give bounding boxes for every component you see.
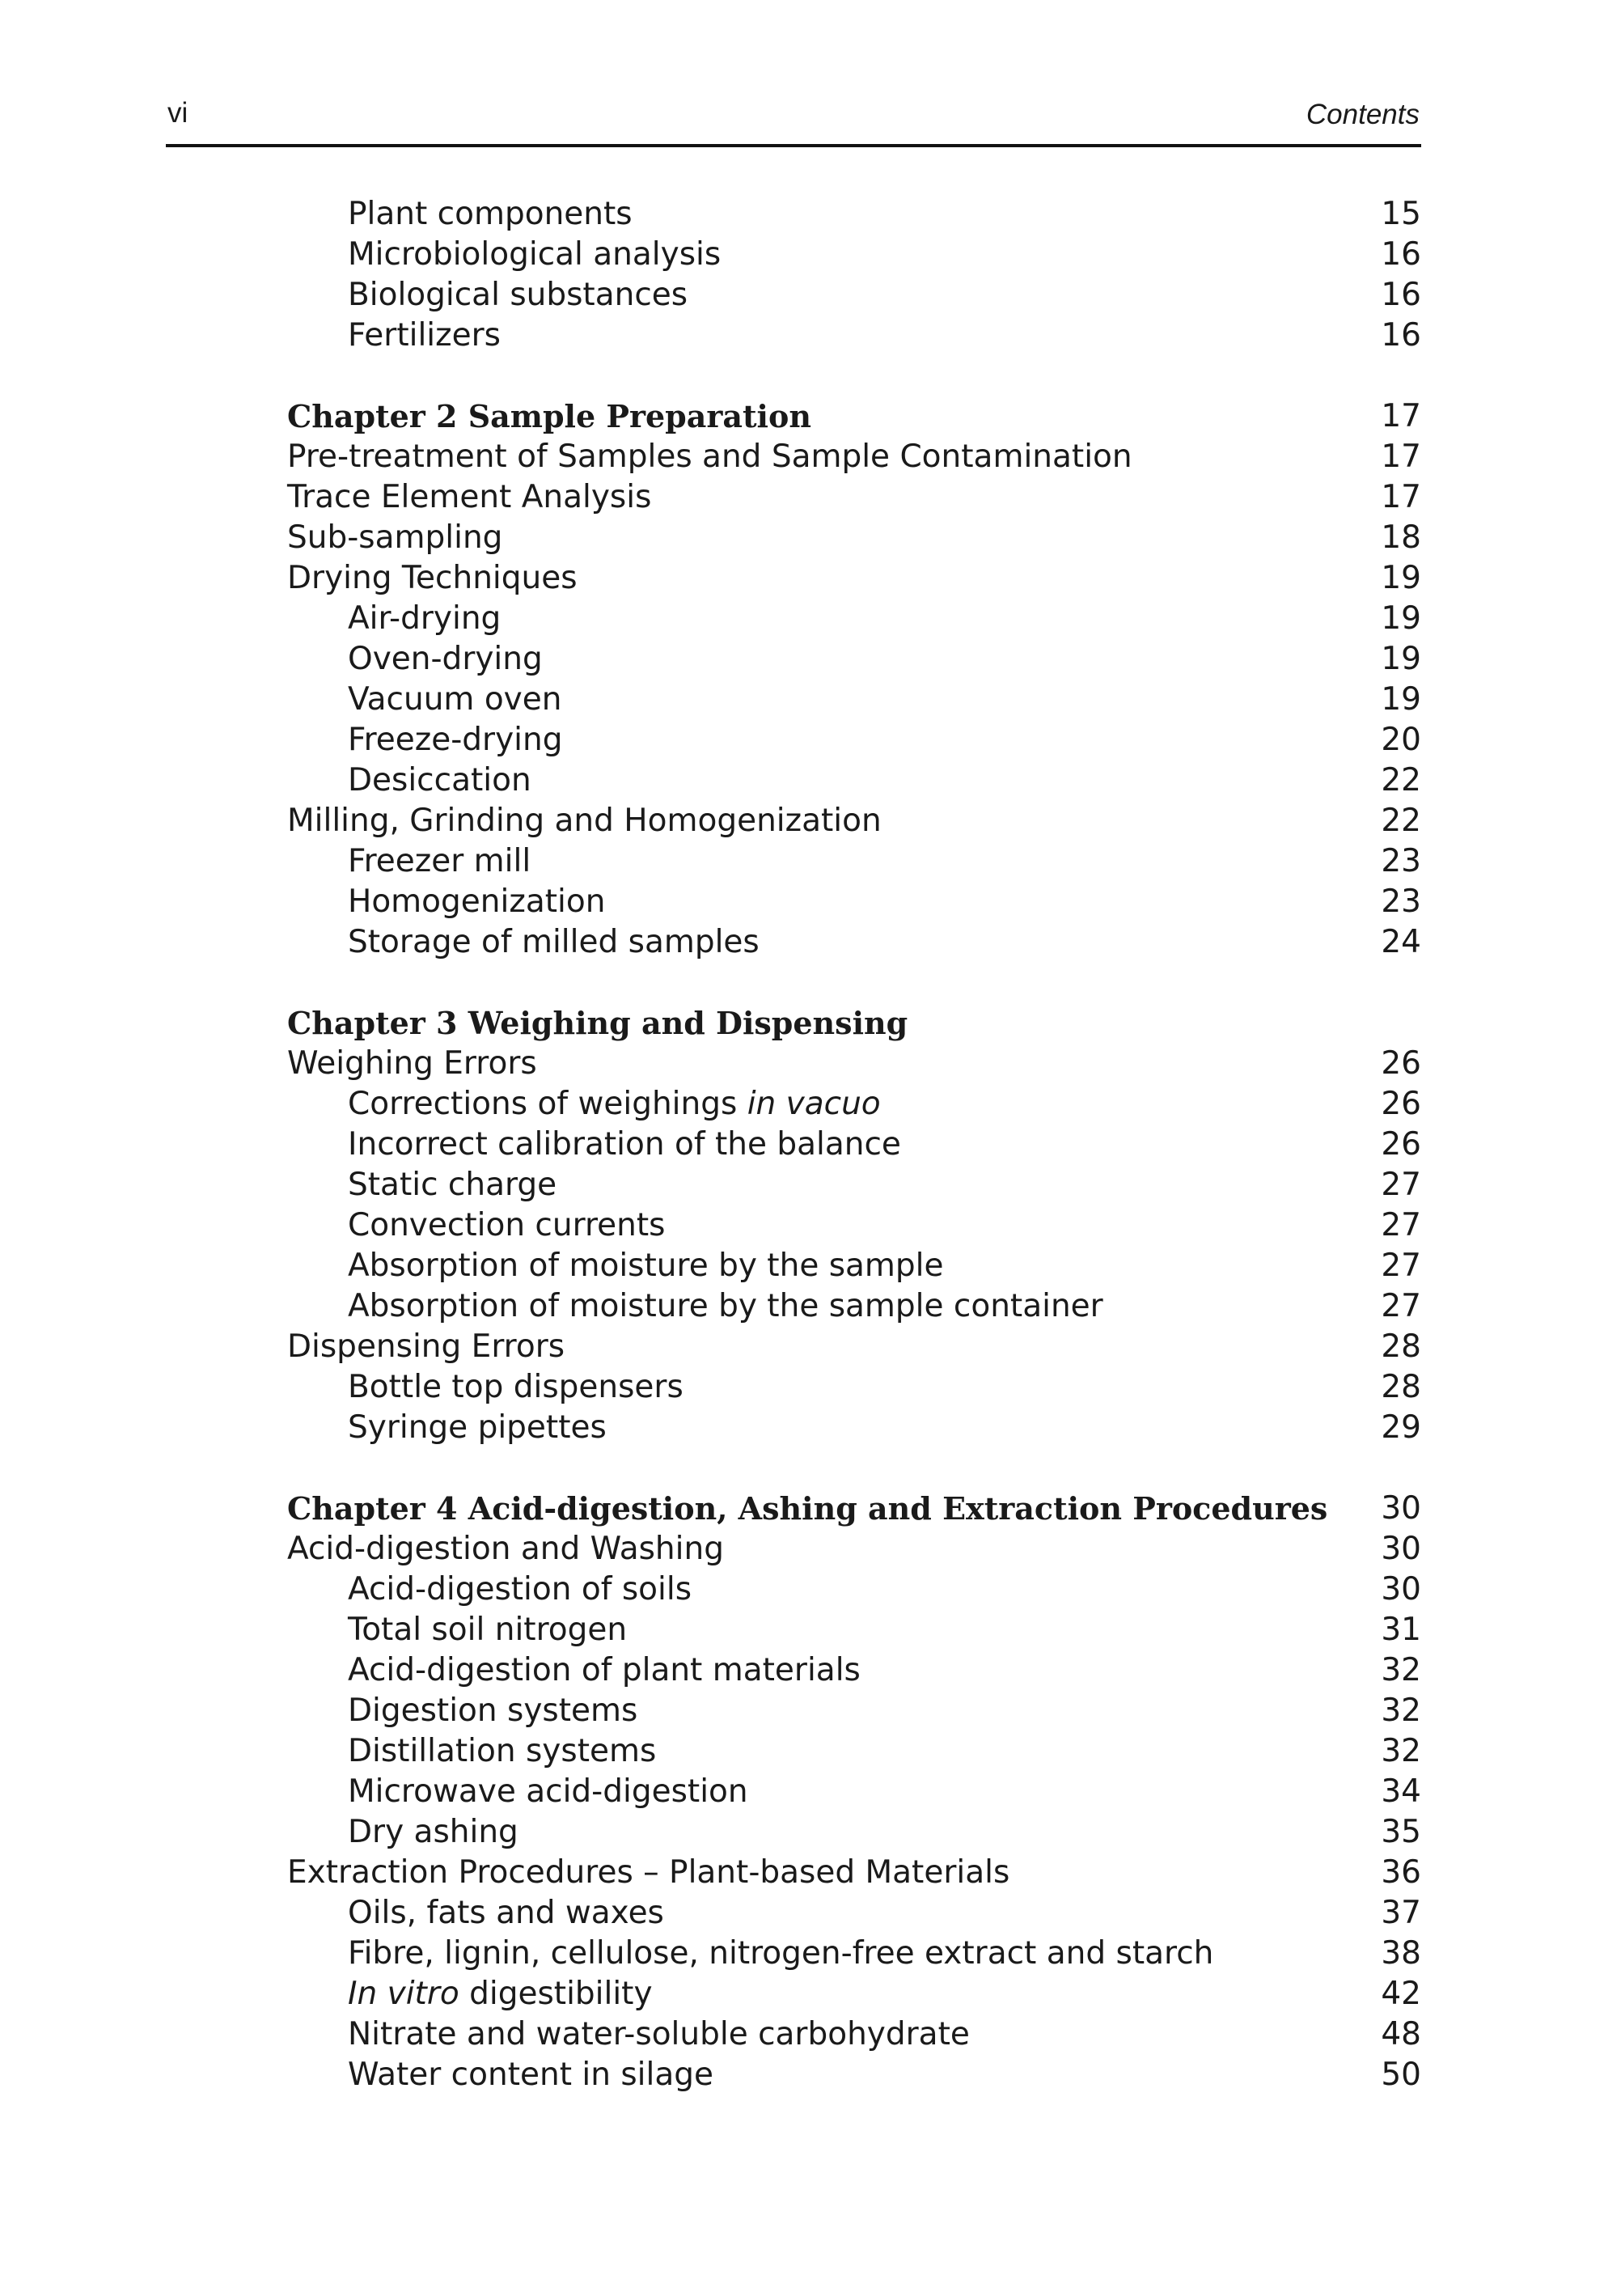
toc-subsection-entry [287, 922, 1421, 963]
toc-entry-title [348, 1207, 665, 1243]
toc-spacer [287, 963, 1421, 1003]
toc-subsection-entry [287, 1408, 1421, 1448]
toc-page-number: 19 [1381, 641, 1421, 677]
toc-page-number: 30 [1381, 1531, 1421, 1567]
toc-entry-title-text: Weighing Errors [287, 1045, 537, 1082]
toc-entry-title [348, 317, 501, 354]
toc-subsection-entry [287, 1125, 1421, 1165]
toc-subsection-entry [287, 760, 1421, 801]
toc-subsection-entry [287, 720, 1421, 760]
toc-entry-title-text: Plant components [348, 196, 633, 232]
toc-page-number: 38 [1381, 1935, 1421, 1972]
toc-entry-title-text: Chapter 2 Sample Preparation [287, 398, 811, 434]
toc-entry-title-text: Drying Techniques [287, 560, 578, 596]
toc-page-number: 29 [1381, 1409, 1421, 1446]
toc-entry-title-text: Convection currents [348, 1207, 666, 1243]
toc-entry-title [348, 1733, 656, 1769]
toc-page-number: 50 [1381, 2057, 1421, 2093]
toc-page-number: 24 [1381, 924, 1421, 960]
toc-subsection-entry [287, 680, 1421, 720]
toc-section-entry [287, 801, 1421, 841]
toc-entry-title-text: Bottle top dispensers [348, 1369, 683, 1405]
toc-entry-title [287, 438, 1132, 475]
toc-entry-title-text: Vacuum oven [348, 681, 562, 718]
toc-subsection-entry [287, 1691, 1421, 1731]
toc-page-number: 34 [1381, 1773, 1421, 1810]
toc-entry-title [348, 2016, 970, 2052]
toc-entry-title-text: Trace Element Analysis [287, 479, 652, 515]
toc-entry-title [348, 1369, 683, 1405]
toc-entry-title [348, 1248, 944, 1284]
toc-entry-title-text: Corrections of weighings [348, 1086, 747, 1122]
toc-entry-title-text: Absorption of moisture by the sample [348, 1248, 944, 1284]
toc-section-entry [287, 558, 1421, 599]
toc-entry-title-text: Air-drying [348, 600, 502, 637]
toc-page-number: 26 [1381, 1126, 1421, 1163]
toc-page-number: 30 [1381, 1571, 1421, 1608]
toc-subsection-entry [287, 1205, 1421, 1246]
toc-entry-title-text: Absorption of moisture by the sample container [348, 1288, 1103, 1324]
toc-subsection-entry [287, 316, 1421, 356]
toc-page-number: 19 [1381, 600, 1421, 637]
toc-page-number: 22 [1381, 803, 1421, 839]
table-of-contents [287, 194, 1421, 2095]
toc-page-number: 16 [1381, 317, 1421, 354]
toc-entry-title [348, 236, 721, 273]
toc-subsection-entry [287, 1772, 1421, 1812]
toc-page-number: 23 [1381, 843, 1421, 879]
toc-page-number: 27 [1381, 1167, 1421, 1203]
toc-entry-title [348, 1814, 518, 1850]
toc-subsection-entry [287, 1731, 1421, 1772]
toc-page-number: 26 [1381, 1086, 1421, 1122]
toc-section-entry [287, 1853, 1421, 1893]
toc-entry-title [348, 1571, 692, 1608]
toc-entry-title [348, 1167, 557, 1203]
toc-entry-title [287, 398, 811, 434]
toc-entry-title [348, 722, 562, 758]
toc-page-number: 26 [1381, 1045, 1421, 1082]
toc-entry-title-text: Digestion systems [348, 1692, 638, 1729]
toc-page-number: 27 [1381, 1207, 1421, 1243]
toc-entry-title [348, 277, 688, 313]
toc-entry-title-text: Microbiological analysis [348, 236, 722, 273]
toc-entry-title-text: Sub-sampling [287, 519, 503, 556]
toc-page-number: 48 [1381, 2016, 1421, 2052]
toc-entry-title [287, 1854, 1009, 1891]
toc-page-number: 20 [1381, 722, 1421, 758]
toc-entry-title [348, 641, 543, 677]
toc-section-entry [287, 1327, 1421, 1367]
toc-subsection-entry [287, 1367, 1421, 1408]
toc-page-number: 16 [1381, 236, 1421, 273]
toc-entry-title-text: Milling, Grinding and Homogenization [287, 803, 882, 839]
toc-subsection-entry [287, 1569, 1421, 1610]
toc-entry-title-text: Static charge [348, 1167, 557, 1203]
toc-page-number: 35 [1381, 1814, 1421, 1850]
toc-entry-title [287, 560, 578, 596]
toc-entry-title-text: Water content in silage [348, 2057, 713, 2093]
toc-entry-title-text: Homogenization [348, 883, 606, 920]
toc-chapter-heading [287, 1489, 1421, 1529]
toc-entry-title [348, 1409, 607, 1446]
running-header [166, 95, 1421, 147]
toc-page-number: 32 [1381, 1692, 1421, 1729]
toc-subsection-entry [287, 1286, 1421, 1327]
toc-entry-title-text: Fertilizers [348, 317, 501, 354]
toc-entry-title-text: digestibility [459, 1976, 653, 2012]
toc-subsection-entry [287, 235, 1421, 275]
toc-page-number: 36 [1381, 1854, 1421, 1891]
toc-page-number: 28 [1381, 1369, 1421, 1405]
toc-subsection-entry [287, 1165, 1421, 1205]
toc-entry-title-text: Microwave acid-digestion [348, 1773, 748, 1810]
toc-entry-title [348, 196, 633, 232]
toc-page-number: 19 [1381, 681, 1421, 718]
running-title: Contents [1306, 99, 1420, 130]
toc-entry-title-text: Acid-digestion of plant materials [348, 1652, 861, 1688]
toc-entry-title-text: Acid-digestion of soils [348, 1571, 692, 1608]
toc-entry-title [348, 1288, 1103, 1324]
toc-entry-title-text: Nitrate and water-soluble carbohydrate [348, 2016, 970, 2052]
toc-entry-title-italic: in vacuo [747, 1086, 881, 1122]
toc-page-number: 31 [1381, 1612, 1421, 1648]
toc-entry-title-text: Dry ashing [348, 1814, 518, 1850]
toc-entry-title-text: Fibre, lignin, cellulose, nitrogen-free extract and starch [348, 1935, 1214, 1972]
toc-page-number: 17 [1381, 438, 1421, 475]
toc-subsection-entry [287, 1650, 1421, 1691]
toc-subsection-entry [287, 194, 1421, 235]
toc-entry-title [287, 1490, 1327, 1527]
toc-entry-title-text: Pre-treatment of Samples and Sample Contamination [287, 438, 1132, 475]
toc-page-number: 42 [1381, 1976, 1421, 2012]
toc-spacer [287, 356, 1421, 396]
toc-subsection-entry [287, 1893, 1421, 1934]
toc-section-entry [287, 1529, 1421, 1569]
toc-subsection-entry [287, 1246, 1421, 1286]
toc-chapter-heading [287, 1003, 1421, 1044]
toc-page-number: 23 [1381, 883, 1421, 920]
toc-entry-title [287, 1531, 724, 1567]
toc-entry-title [348, 1086, 881, 1122]
toc-entry-title [348, 1895, 664, 1931]
toc-entry-title-text: Incorrect calibration of the balance [348, 1126, 901, 1163]
toc-subsection-entry [287, 599, 1421, 639]
toc-entry-title-text: Storage of milled samples [348, 924, 760, 960]
toc-entry-title-italic: In vitro [348, 1976, 459, 2012]
toc-page-number: 32 [1381, 1652, 1421, 1688]
toc-entry-title [348, 1126, 901, 1163]
toc-entry-title-text: Freeze-drying [348, 722, 563, 758]
toc-subsection-entry [287, 882, 1421, 922]
toc-entry-title [348, 762, 531, 799]
toc-subsection-entry [287, 1084, 1421, 1125]
toc-entry-title [348, 681, 561, 718]
toc-entry-title [348, 843, 531, 879]
toc-chapter-heading [287, 396, 1421, 437]
toc-entry-title [287, 1045, 537, 1082]
toc-entry-title [287, 1328, 565, 1365]
toc-page-number: 15 [1381, 196, 1421, 232]
toc-entry-title-text: Distillation systems [348, 1733, 657, 1769]
toc-page-number: 30 [1381, 1490, 1421, 1527]
toc-entry-title [348, 1773, 748, 1810]
toc-entry-title [348, 2057, 713, 2093]
toc-entry-title [287, 803, 882, 839]
toc-page-number: 17 [1381, 479, 1421, 515]
toc-page-number: 22 [1381, 762, 1421, 799]
toc-subsection-entry [287, 1812, 1421, 1853]
toc-section-entry [287, 518, 1421, 558]
toc-entry-title-text: Chapter 3 Weighing and Dispensing [287, 1005, 908, 1041]
toc-entry-title [348, 883, 605, 920]
toc-entry-title [348, 1612, 627, 1648]
toc-entry-title [287, 479, 651, 515]
toc-subsection-entry [287, 639, 1421, 680]
toc-entry-title [348, 600, 501, 637]
toc-entry-title-text: Total soil nitrogen [348, 1612, 628, 1648]
toc-section-entry [287, 477, 1421, 518]
toc-entry-title-text: Desiccation [348, 762, 531, 799]
toc-page-number: 28 [1381, 1328, 1421, 1365]
toc-page-number: 27 [1381, 1248, 1421, 1284]
toc-entry-title-text: Oven-drying [348, 641, 543, 677]
toc-spacer [287, 1448, 1421, 1489]
toc-page-number: 27 [1381, 1288, 1421, 1324]
toc-section-entry [287, 1044, 1421, 1084]
toc-entry-title [348, 1692, 637, 1729]
toc-entry-title-text: Oils, fats and waxes [348, 1895, 664, 1931]
toc-subsection-entry [287, 1610, 1421, 1650]
toc-entry-title-text: Acid-digestion and Washing [287, 1531, 724, 1567]
toc-entry-title [348, 924, 760, 960]
toc-entry-title-text: Syringe pipettes [348, 1409, 607, 1446]
page-number: vi [167, 97, 188, 129]
toc-entry-title-text: Chapter 4 Acid-digestion, Ashing and Extraction Procedures [287, 1490, 1328, 1527]
toc-subsection-entry [287, 275, 1421, 316]
toc-page-number: 18 [1381, 519, 1421, 556]
toc-subsection-entry [287, 841, 1421, 882]
toc-entry-title [348, 1935, 1213, 1972]
toc-entry-title [348, 1976, 653, 2012]
toc-page-number: 16 [1381, 277, 1421, 313]
toc-subsection-entry [287, 2055, 1421, 2095]
toc-entry-title [287, 1005, 908, 1041]
toc-page-number: 19 [1381, 560, 1421, 596]
toc-page-number: 32 [1381, 1733, 1421, 1769]
toc-entry-title-text: Extraction Procedures – Plant-based Materials [287, 1854, 1010, 1891]
toc-section-entry [287, 437, 1421, 477]
toc-entry-title-text: Dispensing Errors [287, 1328, 565, 1365]
toc-entry-title-text: Biological substances [348, 277, 688, 313]
toc-entry-title [348, 1652, 861, 1688]
toc-entry-title [287, 519, 502, 556]
toc-page-number: 17 [1381, 398, 1421, 434]
toc-subsection-entry [287, 2014, 1421, 2055]
toc-page-number: 37 [1381, 1895, 1421, 1931]
toc-subsection-entry [287, 1974, 1421, 2014]
toc-subsection-entry [287, 1934, 1421, 1974]
toc-entry-title-text: Freezer mill [348, 843, 531, 879]
